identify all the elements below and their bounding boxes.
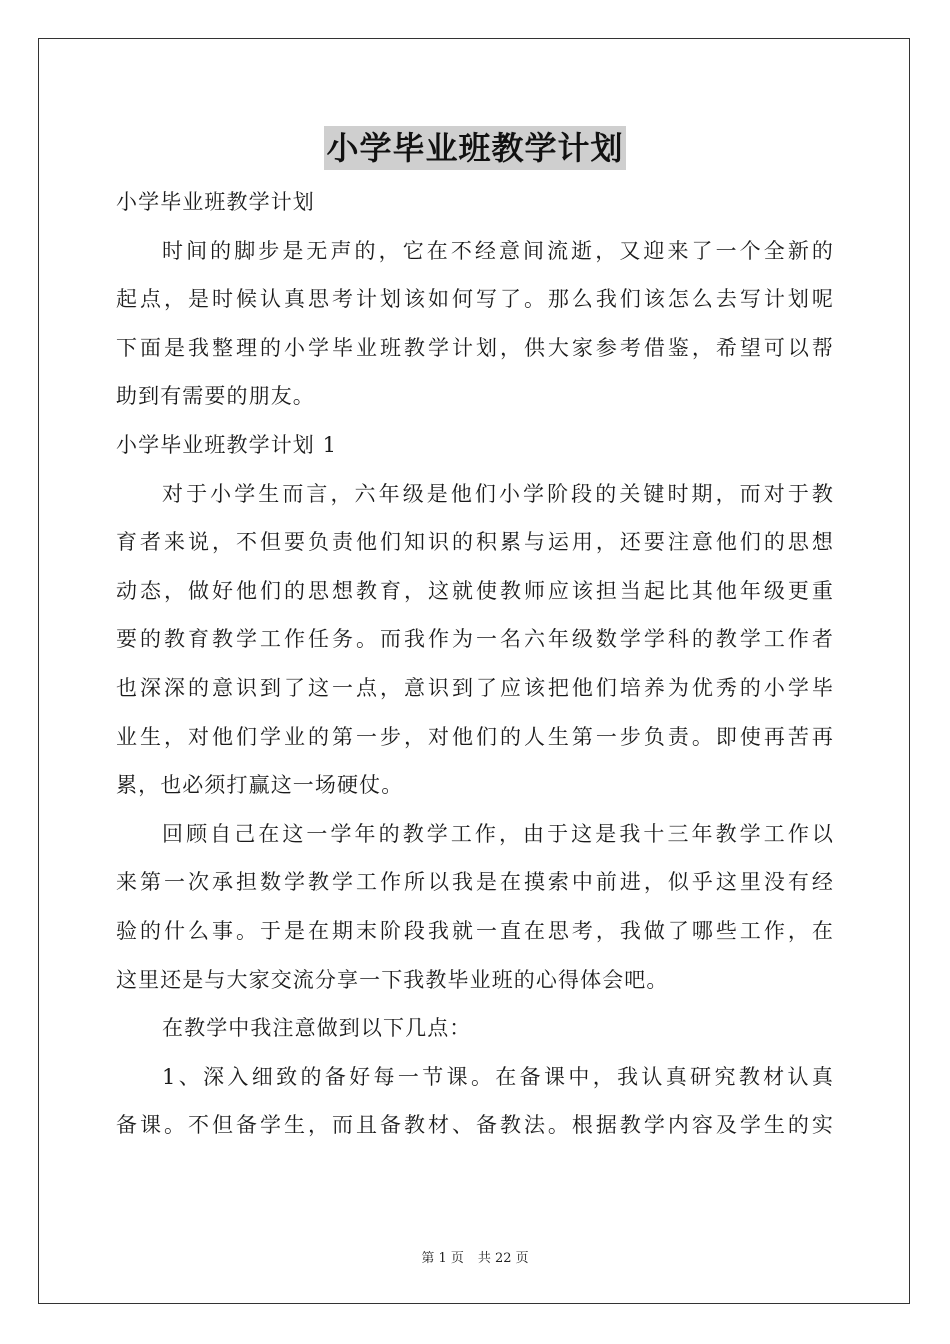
document-body [116,178,834,1150]
paragraph-line: 要的教育教学工作任务。而我作为一名六年级数学学科的教学工作者 [116,627,834,652]
paragraph-line: 来第一次承担数学教学工作所以我是在摸索中前进，似乎这里没有经 [116,870,834,895]
title-wrap [0,126,950,170]
paragraph-line: 动态，做好他们的思想教育，这就使教师应该担当起比其他年级更重 [116,578,834,603]
paragraph-line: 回顾自己在这一学年的教学工作，由于这是我十三年教学工作以 [162,821,834,846]
paragraph-line: 起点，是时候认真思考计划该如何写了。那么我们该怎么去写计划呢 [116,287,834,312]
paragraph-line: 业生，对他们学业的第一步，对他们的人生第一步负责。即使再苦再 [116,724,834,749]
section-heading: 小学毕业班教学计划 1 [116,432,338,457]
paragraph-line: 时间的脚步是无声的，它在不经意间流逝，又迎来了一个全新的 [162,238,834,263]
page-total: 共 22 页 [477,1251,529,1266]
paragraph-line: 这里还是与大家交流分享一下我教毕业班的心得体会吧。 [116,967,669,992]
paragraph-line: 验的什么事。于是在期末阶段我就一直在思考，我做了哪些工作，在 [116,918,834,943]
paragraph-line: 对于小学生而言，六年级是他们小学阶段的关键时期，而对于教 [162,481,834,506]
paragraph-line: 备课。不但备学生，而且备教材、备教法。根据教学内容及学生的实 [116,1113,834,1138]
document-title: 小学毕业班教学计划 [324,126,625,170]
page-footer [0,1247,950,1266]
paragraph-line: 助到有需要的朋友。 [116,384,315,409]
paragraph-line: 在教学中我注意做到以下几点： [162,1016,472,1041]
paragraph-line: 也深深的意识到了这一点，意识到了应该把他们培养为优秀的小学毕 [116,675,834,700]
paragraph-line: 下面是我整理的小学毕业班教学计划，供大家参考借鉴，希望可以帮 [116,335,834,360]
paragraph-line: 育者来说，不但要负责他们知识的积累与运用，还要注意他们的思想 [116,530,834,555]
paragraph-line: 累，也必须打赢这一场硬仗。 [116,773,404,798]
subtitle-line: 小学毕业班教学计划 [116,190,315,214]
page-number: 第 1 页 [421,1251,464,1266]
paragraph-line: 1、深入细致的备好每一节课。在备课中，我认真研究教材认真 [162,1064,834,1089]
